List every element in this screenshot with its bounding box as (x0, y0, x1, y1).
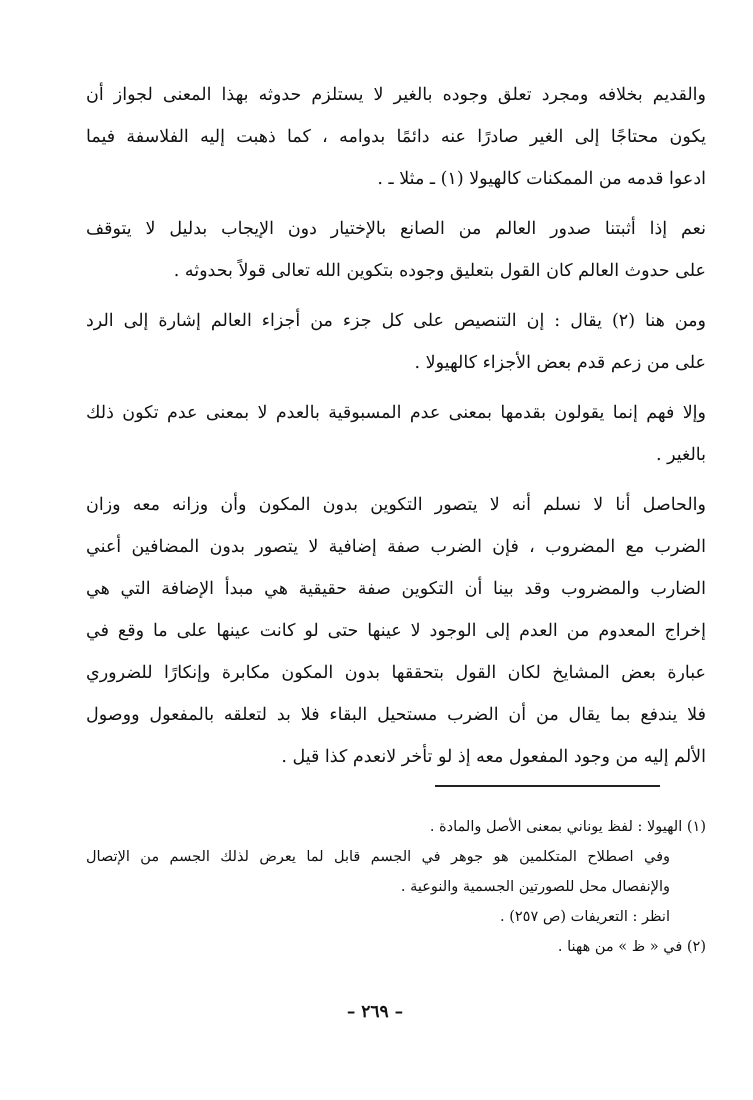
footnote-line: وفي اصطلاح المتكلمين هو جوهر في الجسم قابل لما يعرض لذلك الجسم من الإتصال (86, 849, 670, 865)
text-line: ومن هنا (٢) يقال : إن التنصيص على كل جزء من أجزاء العالم إشارة إلى الرد (86, 311, 706, 331)
paragraph-gap (86, 292, 706, 300)
text-line: إخراج المعدوم من العدم إلى الوجود لا عينها حتى لو كانت عينها على ما وقع في (86, 621, 706, 641)
text-line: الألم إليه من وجود المفعول معه إذ لو تأخر لانعدم كذا قيل . (281, 747, 706, 767)
footnote-line: (٢) في « ظ » من ههنا . (557, 939, 706, 955)
footnote-line: انظر : التعريفات (ص ٢٥٧) . (500, 909, 670, 925)
page-number: – ٢٦٩ – (346, 1002, 404, 1022)
text-line: ادعوا قدمه من الممكنات كالهيولا (١) ـ مثلا ـ . (377, 169, 706, 189)
text-line: فلا يندفع بما يقال من أن الضرب مستحيل البقاء فلا بد لتعلقه بالمفعول ووصول (86, 705, 706, 725)
footnotes (86, 812, 706, 962)
text-line: على من زعم قدم بعض الأجزاء كالهيولا . (414, 353, 706, 373)
text-line: الضارب والمضروب وقد بينا أن التكوين صفة حقيقية هي مبدأ الإضافة التي هي (86, 579, 706, 599)
paragraph-gap (86, 476, 706, 484)
footnote-line: والإنفصال محل للصورتين الجسمية والنوعية . (400, 879, 670, 895)
text-line: الضرب مع المضروب ، فإن الضرب صفة إضافية لا يتصور بدون المضافين أعني (86, 537, 706, 557)
text-line: يكون محتاجًا إلى الغير صادرًا عنه دائمًا بدوامه ، كما ذهبت إليه الفلاسفة فيما (86, 127, 706, 147)
text-line: نعم إذا أثبتنا صدور العالم من الصانع بالإختيار دون الإيجاب بدليل لا يتوقف (86, 219, 706, 239)
paragraph-gap (86, 200, 706, 208)
text-line: والحاصل أنا لا نسلم أنه لا يتصور التكوين بدون المكون وأن وزانه معه وزان (86, 495, 706, 515)
footnote-separator (435, 785, 660, 787)
text-line: على حدوث العالم كان القول بتعليق وجوده بتكوين الله تعالى قولاً بحدوثه . (173, 261, 706, 281)
main-text (86, 74, 706, 778)
paragraph-gap (86, 384, 706, 392)
text-line: بالغير . (655, 445, 706, 465)
text-line: وإلا فهم إنما يقولون بقدمها بمعنى عدم المسبوقية بالعدم لا بمعنى عدم تكون ذلك (86, 403, 706, 423)
text-line: عبارة بعض المشايخ لكان القول بتحققها بدون المكون مكابرة وإنكارًا للضروري (86, 663, 706, 683)
text-line: والقديم بخلافه ومجرد تعلق وجوده بالغير لا يستلزم حدوثه بهذا المعنى لجواز أن (86, 85, 706, 105)
footnote-line: (١) الهيولا : لفظ يوناني بمعنى الأصل والمادة . (429, 819, 706, 835)
